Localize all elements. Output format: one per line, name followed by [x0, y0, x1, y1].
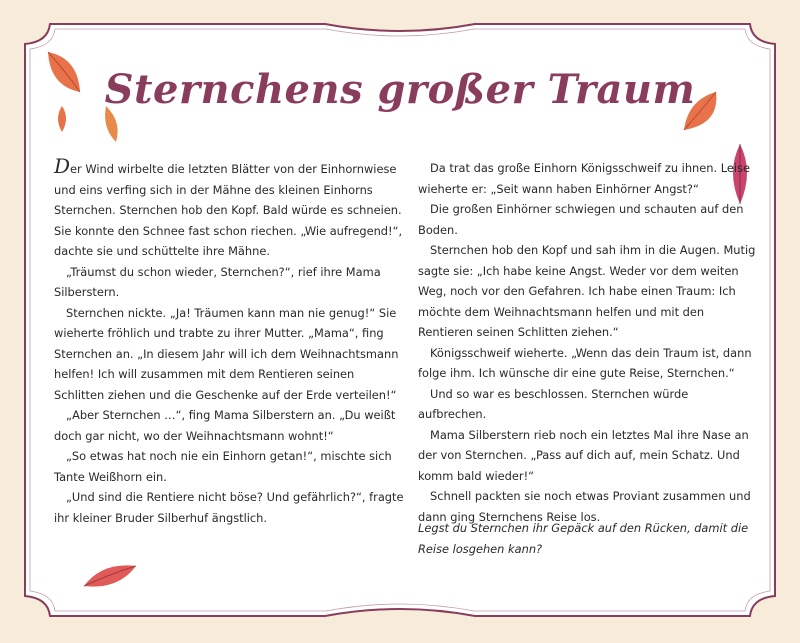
paragraph: Schnell packten sie noch etwas Proviant zusammen und dann ging Sternchens Reise los.	[418, 489, 751, 524]
paragraph: „Aber Sternchen …“, fing Mama Silberstern an. „Du weißt doch gar nicht, wo der Weihnachtsmann wohnt!“	[54, 408, 396, 443]
first-paragraph	[54, 154, 404, 262]
drop-cap: D	[54, 154, 71, 178]
leaf-icon	[82, 560, 138, 590]
paragraph: Und so war es beschlossen. Sternchen würde aufbrechen.	[418, 386, 689, 421]
paragraph: „Und sind die Rentiere nicht böse? Und gefährlich?“, fragte ihr kleiner Bruder Silberhuf ängstlich.	[54, 490, 404, 525]
paragraph: Die großen Einhörner schwiegen und schauten auf den Boden.	[418, 202, 744, 237]
paragraph: Mama Silberstern rieb noch ein letztes Mal ihre Nase an der von Sternchen. „Pass auf dich auf, mein Schatz. Und komm bald wieder!“	[418, 427, 749, 483]
left-column	[54, 154, 404, 528]
paragraph-text: er Wind wirbelte die letzten Blätter von der Einhornwiese und eins verfing sich in der Mähne des kleinen Einhorns Sternchen. Sternchen hob den Kopf. Bald würde es schneien. Sie konnte den Schnee fast schon riechen. „Wie aufregend!“, dachte sie und schüttelte ihre Mähne.	[54, 162, 403, 258]
paragraph: Sternchen nickte. „Ja! Träumen kann man nie genug!“ Sie wieherte fröhlich und trabte zu ihrer Mutter. „Mama“, fing Sternchen an. „In diesem Jahr will ich dem Weihnachtsmann helfen! Ich will zusammen mit dem Rentieren seinen Schlitten ziehen und die Geschenke auf der Erde verteilen!“	[54, 305, 399, 402]
paragraph: Sternchen hob den Kopf und sah ihm in die Augen. Mutig sagte sie: „Ich habe keine Angst. Weder vor dem weiten Weg, noch vor den Gefahren. Ich habe einen Traum: Ich möchte dem Weihnachtsmann helfen und mit den Rentieren seinen Schlitten ziehen.“	[418, 243, 756, 339]
paragraph: Königsschweif wieherte. „Wenn das dein Traum ist, dann folge ihm. Ich wünsche dir eine gute Reise, Sternchen.“	[418, 345, 752, 380]
reader-question: Legst du Sternchen ihr Gepäck auf den Rücken, damit die Reise losgehen kann?	[418, 521, 749, 556]
right-column	[418, 158, 758, 527]
paragraph: „So etwas hat noch nie ein Einhorn getan!“, mischte sich Tante Weißhorn ein.	[54, 449, 392, 484]
page-title: Sternchens großer Traum	[104, 66, 696, 113]
paragraph: Da trat das große Einhorn Königsschweif zu ihnen. Leise wieherte er: „Seit wann haben Einhörner Angst?“	[418, 161, 750, 196]
paragraph: „Träumst du schon wieder, Sternchen?“, rief ihre Mama Silberstern.	[54, 264, 381, 299]
